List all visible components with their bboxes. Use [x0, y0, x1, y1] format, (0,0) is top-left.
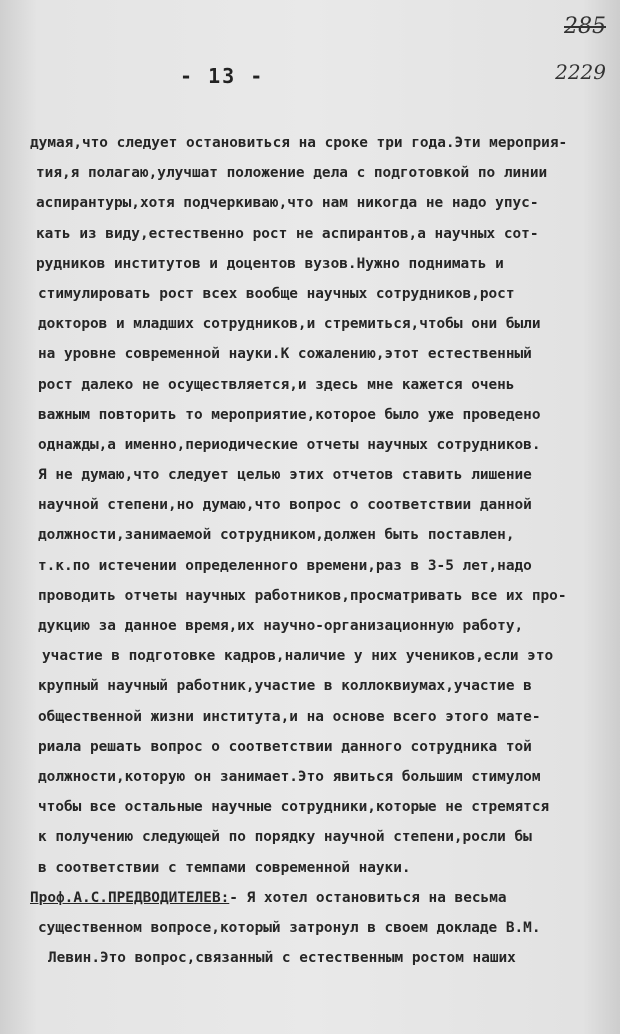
text-line: участие в подготовке кадров,наличие у них учеников,если это: [42, 648, 554, 665]
speaker-remark: - Я хотел остановиться на весьма: [229, 889, 507, 906]
text-line: важным повторить то мероприятие,которое было уже проведено: [38, 406, 541, 423]
text-line: рост далеко не осуществляется,и здесь мне кажется очень: [38, 376, 515, 393]
text-line: к получению следующей по порядку научной степени,росли бы: [38, 829, 532, 846]
text-line: т.к.по истечении определенного времени,раз в 3-5 лет,надо: [38, 557, 532, 574]
text-line: стимулировать рост всех вообще научных сотрудников,рост: [38, 285, 515, 302]
text-line: аспирантуры,хотя подчеркиваю,что нам никогда не надо упус-: [36, 195, 539, 212]
text-line: чтобы все остальные научные сотрудники,которые не стремятся: [38, 799, 550, 816]
text-line: Левин.Это вопрос,связанный с естественным ростом наших: [48, 950, 516, 967]
text-line: дукцию за данное время,их научно-организационную работу,: [38, 618, 524, 634]
text-line: Я не думаю,что следует целью этих отчетов ставить лишение: [38, 467, 532, 484]
text-line: общественной жизни института,и на основе всего этого мате-: [38, 708, 541, 725]
text-line: существенном вопросе,который затронул в своем докладе В.М.: [38, 919, 541, 936]
archive-number-old: 285: [564, 14, 606, 39]
speaker-line: [30, 883, 612, 913]
text-line: риала решать вопрос о соответствии данного сотрудника той: [38, 738, 532, 755]
text-line: проводить отчеты научных работников,просматривать все их про-: [38, 587, 567, 604]
text-line: на уровне современной науки.К сожалению,этот естественный: [38, 346, 532, 363]
text-line: докторов и младших сотрудников,и стремиться,чтобы они были: [38, 316, 541, 333]
text-line: должности,которую он занимает.Это явиться большим стимулом: [38, 768, 541, 785]
body-text: [30, 128, 612, 973]
text-line: крупный научный работник,участие в коллоквиумах,участие в: [38, 678, 532, 695]
text-line: должности,занимаемой сотрудником,должен быть поставлен,: [38, 527, 515, 544]
text-line: тия,я полагаю,улучшат положение дела с подготовкой по линии: [36, 165, 548, 182]
text-line: рудников институтов и доцентов вузов.Нужно поднимать и: [36, 255, 504, 272]
text-line: думая,что следует остановиться на сроке три года.Эти мероприя-: [30, 135, 568, 151]
text-line: однажды,а именно,периодические отчеты научных сотрудников.: [38, 436, 541, 453]
text-line: в соответствии с темпами современной науки.: [38, 859, 411, 876]
page-number: - 13 -: [180, 64, 265, 88]
text-line: кать из виду,естественно рост не аспирантов,а научных сот-: [36, 225, 539, 242]
archive-number-new: 2229: [555, 60, 606, 84]
speaker-name: Проф.А.С.ПРЕДВОДИТЕЛЕВ:: [30, 889, 230, 906]
text-line: научной степени,но думаю,что вопрос о соответствии данной: [38, 497, 532, 514]
